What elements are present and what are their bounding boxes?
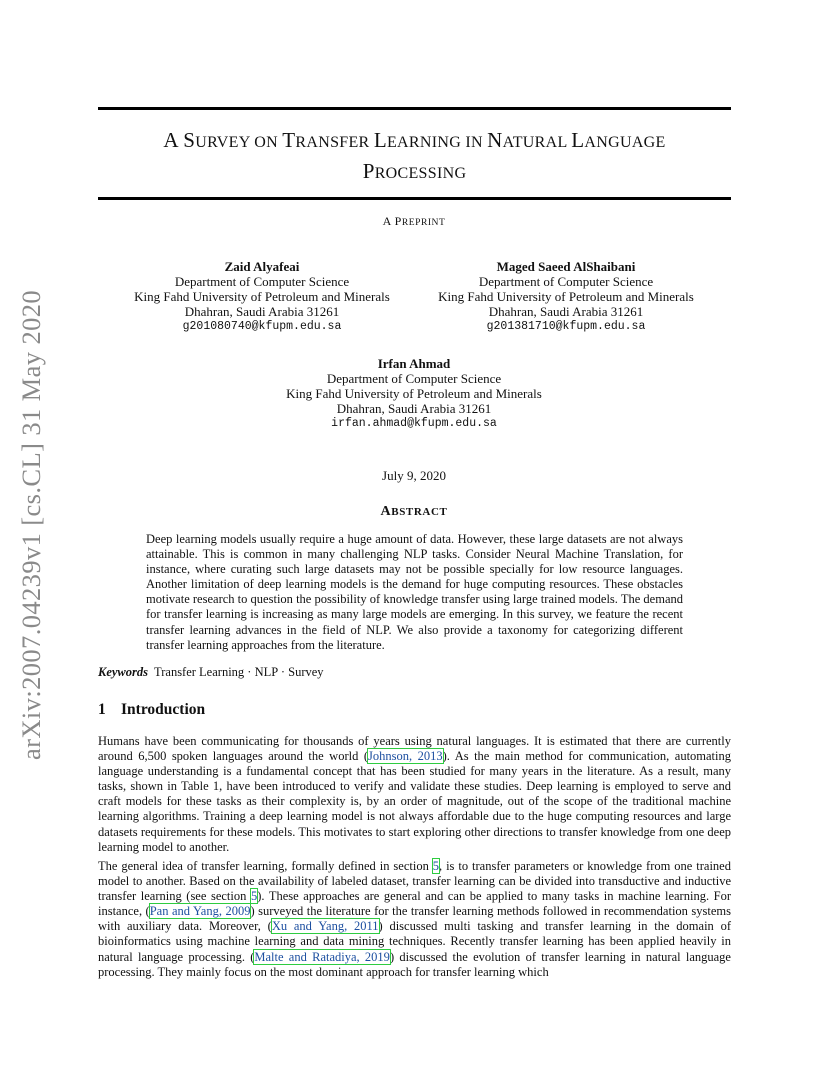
small-caps-run: URVEY ON bbox=[195, 134, 283, 151]
small-caps-run: REPRINT bbox=[401, 217, 446, 228]
text-run: ). As the main method for communication, automating language understanding is a fundamental concept that has been studied for many years in the literature. As a result, many tasks, shown in Table 1, have been introduced to verify and validate these studies. Deep learning is employed to serve and craft models for these tasks as their complexity is, by an order of magnitude, out of the scope of the traditional machine learning algorithms. Training a deep learning model is not always affordable due to the huge computing resources and large datasets requirements for these models. This motivates to start exploring other directions to transfer knowledge from one deep learning model to another. bbox=[98, 749, 732, 854]
title-line-1 bbox=[98, 126, 731, 157]
intro-paragraph-1 bbox=[98, 734, 731, 855]
abstract-heading bbox=[0, 504, 828, 520]
author-block-2 bbox=[414, 259, 718, 334]
title-rule-bottom bbox=[98, 197, 731, 200]
citation-link[interactable]: Johnson, 2013 bbox=[368, 749, 443, 764]
author-email[interactable]: g201381710@kfupm.edu.sa bbox=[486, 320, 646, 333]
text-run: ) discussed the evolution of transfer learning in natural language processing. They mainly focus on the most dominant approach for transfer learning which bbox=[98, 949, 731, 979]
author-block-3 bbox=[264, 356, 564, 431]
section-number: 1 bbox=[98, 701, 106, 718]
keywords-label: Keywords bbox=[98, 665, 148, 679]
author-name: Zaid Alyafeai bbox=[224, 259, 300, 274]
text-run: ). These approaches are general and can be applied to many tasks in machine learning. For instance, ( bbox=[98, 889, 732, 919]
section-heading bbox=[98, 701, 205, 719]
small-caps-run: RANSFER bbox=[295, 134, 374, 151]
section-title: Introduction bbox=[121, 701, 206, 718]
text-run: L bbox=[571, 128, 585, 152]
section-ref-link[interactable]: 5 bbox=[250, 889, 258, 904]
title-line-2 bbox=[98, 157, 731, 188]
text-run: A P bbox=[382, 214, 402, 228]
author-dept: Department of Computer Science bbox=[478, 274, 654, 289]
intro-paragraph-2 bbox=[98, 859, 731, 980]
small-caps-run: BSTRACT bbox=[391, 506, 448, 518]
text-run: N bbox=[487, 128, 503, 152]
small-caps-run: ANGUAGE bbox=[584, 134, 666, 151]
author-univ: King Fahd University of Petroleum and Minerals bbox=[438, 289, 694, 304]
paper-title bbox=[98, 126, 731, 188]
author-name: Irfan Ahmad bbox=[377, 356, 451, 371]
author-univ: King Fahd University of Petroleum and Minerals bbox=[134, 289, 390, 304]
abstract-text: Deep learning models usually require a huge amount of data. However, these large datasets are not always attainable. This is common in many challenging NLP tasks. Consider Neural Machine Translation, for instance, where curating such large datasets may not be possible specially for low resource languages. Another limitation of deep learning models is the demand for huge computing resources. These obstacles motivate research to question the possibility of knowledge transfer using large trained models. The demand for transfer learning is increasing as many large models are emerging. In this survey, we feature the recent transfer learning advances in the field of NLP. We also provide a taxonomy for categorizing different transfer learning approaches from the literature. bbox=[146, 532, 683, 652]
title-rule-top bbox=[98, 107, 731, 110]
text-run: Humans have been communicating for thousands of years using natural languages. It is estimated that there are currently around 6,500 spoken languages around the world ( bbox=[98, 734, 731, 764]
preprint-label bbox=[0, 214, 828, 229]
keywords-line bbox=[98, 665, 324, 680]
author-city: Dhahran, Saudi Arabia 31261 bbox=[184, 304, 340, 319]
text-run: , is to transfer parameters or knowledge from one trained model to another. Based on the availability of labeled dataset, transfer learning can be divided into transductive and inductive transfer learning (see section bbox=[98, 859, 731, 904]
text-run: P bbox=[362, 159, 375, 183]
author-dept: Department of Computer Science bbox=[174, 274, 350, 289]
citation-link[interactable]: Pan and Yang, 2009 bbox=[149, 904, 251, 919]
citation-link[interactable]: Xu and Yang, 2011 bbox=[271, 919, 379, 934]
author-dept: Department of Computer Science bbox=[326, 371, 502, 386]
text-run: A bbox=[380, 504, 392, 519]
author-univ: King Fahd University of Petroleum and Minerals bbox=[286, 386, 542, 401]
author-city: Dhahran, Saudi Arabia 31261 bbox=[336, 401, 492, 416]
text-run: T bbox=[282, 128, 296, 152]
small-caps-run: ATURAL bbox=[502, 134, 572, 151]
text-run: ) surveyed the literature for the transfer learning methods followed in recommendation systems with auxiliary data. Moreover, ( bbox=[98, 904, 731, 934]
author-city: Dhahran, Saudi Arabia 31261 bbox=[488, 304, 644, 319]
text-run: The general idea of transfer learning, formally defined in section bbox=[98, 859, 433, 873]
author-email[interactable]: irfan.ahmad@kfupm.edu.sa bbox=[331, 417, 497, 430]
author-block-1 bbox=[110, 259, 414, 334]
author-name: Maged Saeed AlShaibani bbox=[496, 259, 636, 274]
small-caps-run: EARNING IN bbox=[386, 134, 488, 151]
arxiv-stamp-text: arXiv:2007.04239v1 [cs.CL] 31 May 2020 bbox=[16, 289, 46, 760]
small-caps-run: ROCESSING bbox=[374, 165, 467, 182]
text-run: L bbox=[373, 128, 387, 152]
text-run: ) discussed multi tasking and transfer learning in the domain of bioinformatics using machine learning and data mining techniques. Recently transfer learning has been applied heavily in natural language processing. ( bbox=[98, 919, 731, 964]
section-ref-link[interactable]: 5 bbox=[432, 859, 440, 873]
citation-link[interactable]: Malte and Ratadiya, 2019 bbox=[254, 949, 390, 964]
keywords-text: Transfer Learning · NLP · Survey bbox=[154, 665, 324, 679]
arxiv-stamp bbox=[16, 280, 46, 760]
text-run: S bbox=[183, 128, 196, 152]
author-email[interactable]: g201080740@kfupm.edu.sa bbox=[182, 320, 342, 333]
paper-date: July 9, 2020 bbox=[382, 468, 446, 483]
text-run: A bbox=[163, 128, 184, 152]
